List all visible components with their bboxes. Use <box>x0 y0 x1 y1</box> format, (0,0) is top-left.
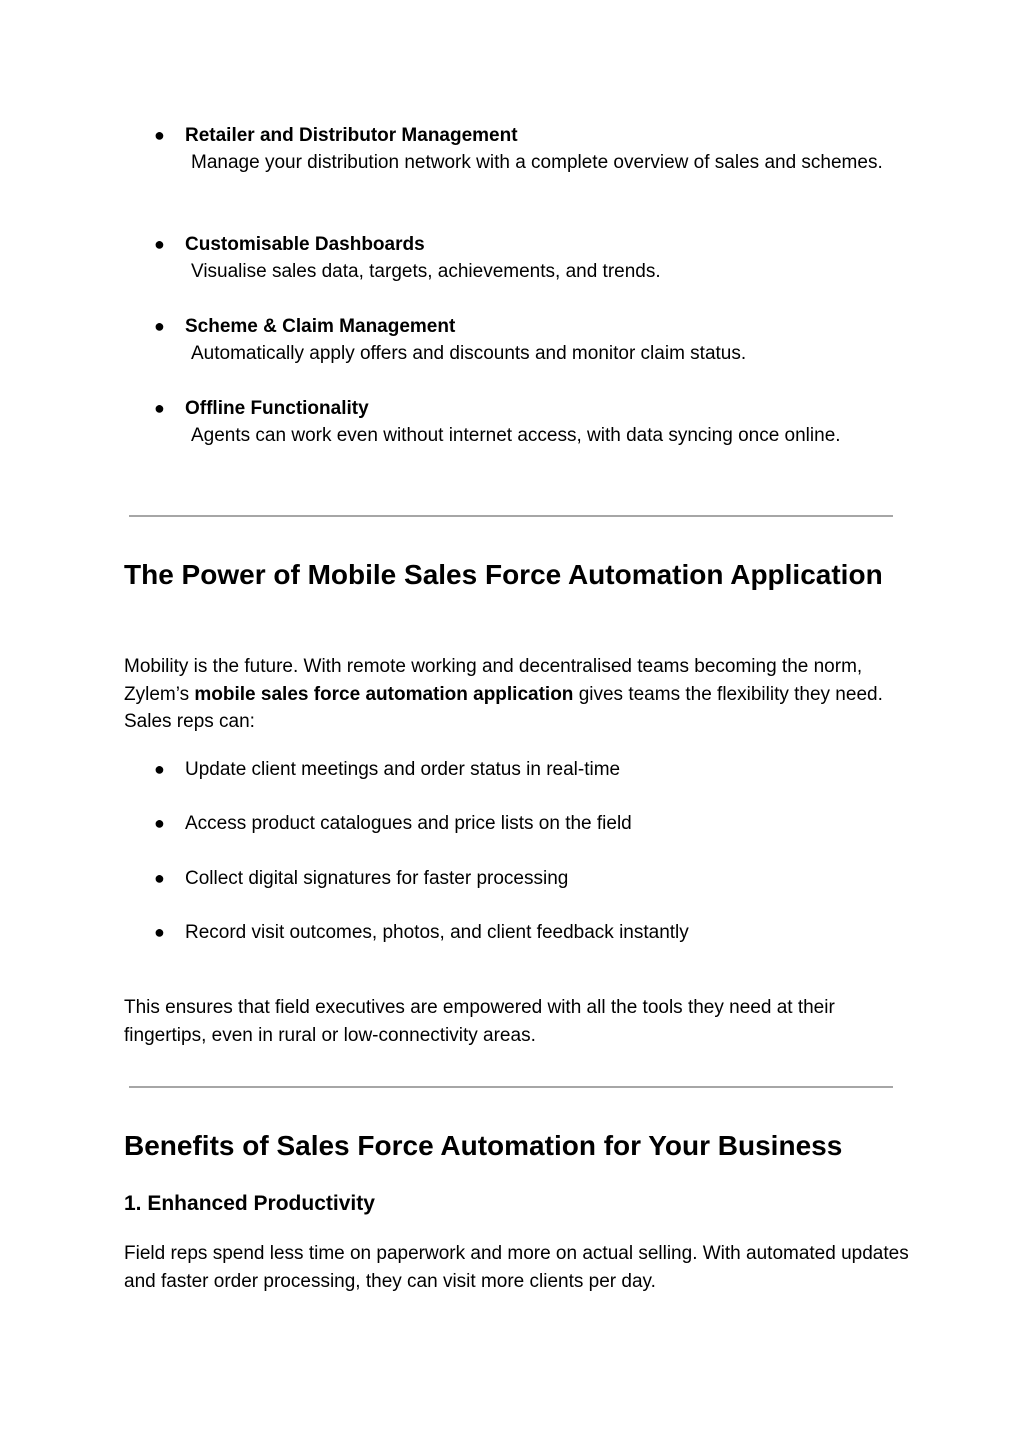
bullet-icon: ● <box>154 759 165 779</box>
feature-title: Scheme & Claim Management <box>185 316 456 337</box>
mobile-closing-paragraph: This ensures that field executives are empowered with all the tools they need at their fingertips, even in rural or low-connectivity areas. <box>124 997 835 1046</box>
feature-description: Visualise sales data, targets, achievements, and trends. <box>191 261 661 282</box>
feature-description: Agents can work even without internet access, with data syncing once online. <box>191 425 841 446</box>
feature-title: Retailer and Distributor Management <box>185 125 518 146</box>
horizontal-divider <box>129 515 893 517</box>
bullet-icon: ● <box>154 125 165 145</box>
list-item-text: Access product catalogues and price lists on the field <box>185 813 632 834</box>
horizontal-divider <box>129 1086 893 1088</box>
bullet-icon: ● <box>154 813 165 833</box>
feature-description: Manage your distribution network with a complete overview of sales and schemes. <box>191 152 883 173</box>
feature-title: Offline Functionality <box>185 398 369 419</box>
list-item <box>124 810 914 838</box>
feature-title: Customisable Dashboards <box>185 234 425 255</box>
bullet-icon: ● <box>154 316 165 336</box>
mobile-intro-paragraph <box>124 653 914 736</box>
list-item <box>124 756 914 784</box>
subheading-enhanced-productivity: 1. Enhanced Productivity <box>124 1192 375 1215</box>
feature-item-dashboards <box>124 231 914 287</box>
bullet-icon: ● <box>154 398 165 418</box>
intro-text-end: gives teams the flexibility they need. Sales reps can: <box>124 683 883 732</box>
list-item-text: Update client meetings and order status in real-time <box>185 759 621 780</box>
feature-item-offline <box>124 395 914 451</box>
bullet-icon: ● <box>154 922 165 942</box>
intro-text: Mobility is the future. With remote working and decentralised teams becoming the norm, Zylem’s <box>124 656 863 705</box>
bullet-icon: ● <box>154 868 165 888</box>
list-item <box>124 919 914 947</box>
feature-description: Automatically apply offers and discounts and monitor claim status. <box>191 343 747 364</box>
list-item-text: Record visit outcomes, photos, and client feedback instantly <box>185 922 689 943</box>
section-heading-benefits: Benefits of Sales Force Automation for Your Business <box>124 1130 843 1161</box>
feature-item-retailer <box>124 122 914 204</box>
intro-emphasis: mobile sales force automation application <box>194 683 574 705</box>
bullet-icon: ● <box>154 234 165 254</box>
productivity-paragraph: Field reps spend less time on paperwork and more on actual selling. With automated updates and faster order processing, they can visit more clients per day. <box>124 1243 909 1292</box>
section-heading-mobile-sfa: The Power of Mobile Sales Force Automation Application <box>124 559 883 590</box>
feature-item-scheme-claim <box>124 313 914 369</box>
list-item <box>124 865 914 893</box>
list-item-text: Collect digital signatures for faster processing <box>185 868 569 889</box>
